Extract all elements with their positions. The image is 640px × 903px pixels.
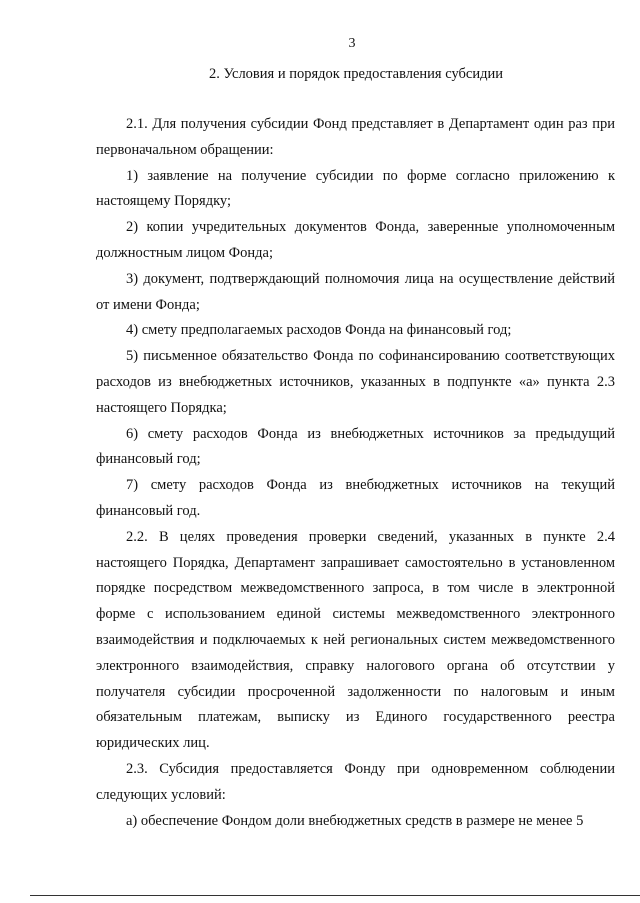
paragraph-2-3: 2.3. Субсидия предоставляется Фонду при одновременном соблюдении следующих условий: — [96, 760, 615, 803]
page-number: 3 — [348, 36, 356, 51]
paragraph-2-1: 2.1. Для получения субсидии Фонд представляет в Департамент один раз при первоначальном обращении: — [96, 116, 615, 158]
paragraph-item-1: 1) заявление на получение субсидии по форме согласно приложению к настоящему Порядку; — [96, 167, 615, 210]
document-body — [96, 112, 615, 834]
paragraph-item-7: 7) смету расходов Фонда из внебюджетных источников на текущий финансовый год. — [96, 477, 615, 519]
paragraph-item-2: 2) копии учредительных документов Фонда, заверенные уполномоченным должностным лицом Фонда; — [96, 219, 615, 261]
paragraph-item-4: 4) смету предполагаемых расходов Фонда на финансовый год; — [126, 322, 512, 339]
paragraph-2-2: 2.2. В целях проведения проверки сведений, указанных в пункте 2.4 настоящего Порядка, Департамент запрашивает самостоятельно в установленном порядке посредством межведомственного запроса, в том числе в электронной форме с использованием единой системы межведомственного электронного взаимодействия и подключаемых к ней региональных систем межведомственного электронного взаимодействия, справку налогового органа об отсутствии у получателя субсидии просроченной задолженности по налоговым и иным обязательным платежам, выписку из Единого государственного реестра юридических лиц. — [96, 528, 615, 752]
paragraph-item-6: 6) смету расходов Фонда из внебюджетных источников за предыдущий финансовый год; — [96, 425, 615, 468]
section-title: 2. Условия и порядок предоставления субсидии — [208, 66, 503, 82]
footer-rule — [30, 895, 640, 896]
paragraph-2-3-a: а) обеспечение Фондом доли внебюджетных средств в размере не менее 5 — [126, 812, 584, 829]
paragraph-item-3: 3) документ, подтверждающий полномочия лица на осуществление действий от имени Фонда; — [96, 270, 615, 313]
paragraph-item-5: 5) письменное обязательство Фонда по софинансированию соответствующих расходов из внебюджетных источников, указанных в подпункте «а» пункта 2.3 настоящего Порядка; — [96, 348, 615, 416]
